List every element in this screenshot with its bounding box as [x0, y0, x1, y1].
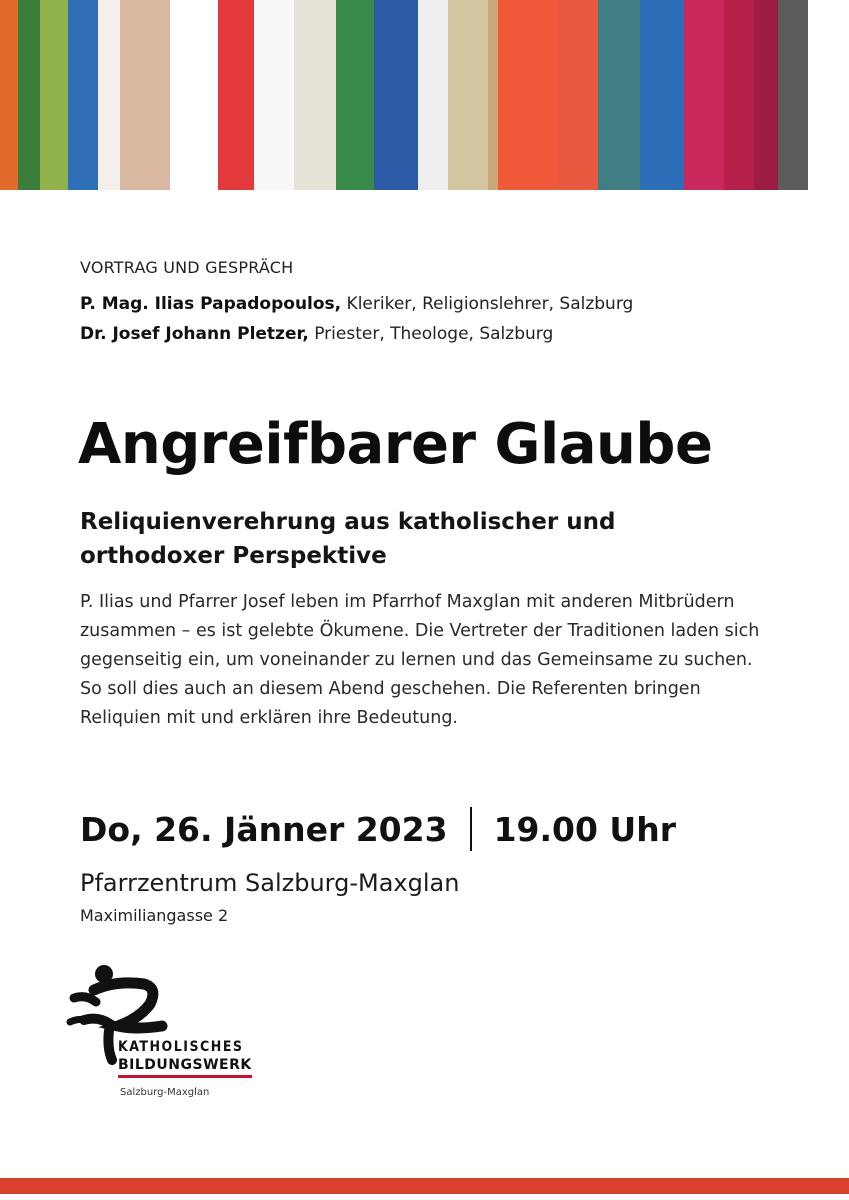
event-description: P. Ilias und Pfarrer Josef leben im Pfarrhof Maxglan mit anderen Mitbrüdern zusammen – es ist gelebte Ökumene. Die Vertreter der Traditionen laden sich gegenseitig ein, um voneinander zu lernen und das Gemeinsame zu suchen. So soll dies auch an diesem Abend geschehen. Die Referenten bringen Reliquien mit und erklären ihre Bedeutung.	[80, 592, 760, 728]
book-spine	[498, 0, 558, 190]
book-spine	[448, 0, 488, 190]
speaker-1-name: P. Mag. Ilias Papadopoulos,	[80, 294, 342, 314]
book-spine	[418, 0, 448, 190]
book-spine	[558, 0, 598, 190]
book-spine	[598, 0, 640, 190]
speaker-2	[80, 324, 553, 344]
speaker-2-name: Dr. Josef Johann Pletzer,	[80, 324, 309, 344]
book-spine	[724, 0, 754, 190]
book-spine	[120, 0, 170, 190]
book-spine	[374, 0, 418, 190]
book-spine	[40, 0, 68, 190]
book-spine	[294, 0, 336, 190]
logo-text-line2: BILDUNGSWERK	[118, 1057, 252, 1078]
event-subtitle: Reliquienverehrung aus katholischer und orthodoxer Perspektive	[80, 509, 616, 569]
event-datetime	[80, 807, 676, 851]
event-address: Maximiliangasse 2	[80, 906, 229, 925]
book-spine	[170, 0, 218, 190]
book-spine	[778, 0, 808, 190]
date-time-divider	[470, 807, 472, 851]
book-spine	[684, 0, 724, 190]
book-spine	[218, 0, 254, 190]
book-spine	[98, 0, 120, 190]
katholisches-bildungswerk-logo-icon	[66, 960, 266, 1100]
event-time: 19.00 Uhr	[493, 809, 676, 849]
book-spines-banner	[0, 0, 849, 190]
speaker-2-role: Priester, Theologe, Salzburg	[308, 324, 554, 344]
footer-bar	[0, 1178, 849, 1194]
book-spine	[68, 0, 98, 190]
event-kicker: VORTRAG UND GESPRÄCH	[80, 258, 294, 277]
book-spine	[0, 0, 18, 190]
logo-text-line3: Salzburg-Maxglan	[120, 1087, 210, 1098]
logo-text-line1: KATHOLISCHES	[118, 1039, 244, 1055]
book-spine	[336, 0, 374, 190]
book-spine	[18, 0, 40, 190]
event-venue: Pfarrzentrum Salzburg-Maxglan	[80, 869, 460, 897]
event-title: Angreifbarer Glaube	[78, 412, 713, 477]
event-date: Do, 26. Jänner 2023	[80, 809, 448, 849]
book-spine	[754, 0, 778, 190]
book-spine	[640, 0, 684, 190]
speaker-1-role: Kleriker, Religionslehrer, Salzburg	[341, 294, 634, 314]
speaker-1	[80, 294, 633, 314]
book-spine	[254, 0, 294, 190]
book-spine	[488, 0, 498, 190]
